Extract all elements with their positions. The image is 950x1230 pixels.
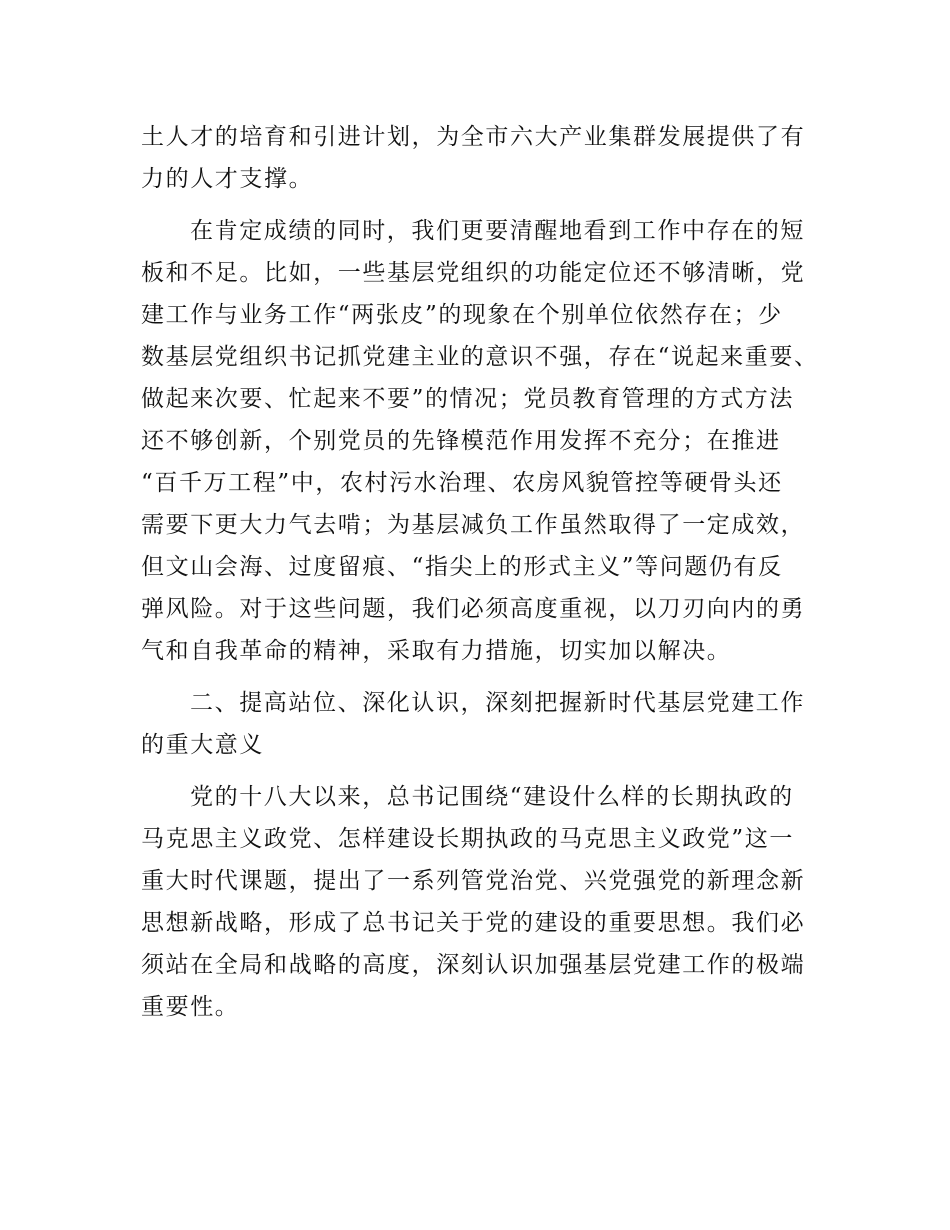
paragraph-party-building-significance bbox=[141, 776, 813, 1028]
text-line: 土人才的培育和引进计划，为全市六大产业集群发展提供了有 bbox=[141, 124, 806, 150]
text-line: 板和不足。比如，一些基层党组织的功能定位还不够清晰，党 bbox=[141, 260, 806, 286]
text-line: 需要下更大力气去啃；为基层减负工作虽然取得了一定成效， bbox=[141, 512, 806, 538]
paragraph-talent-support bbox=[141, 116, 813, 200]
text-line: 力的人才支撑。 bbox=[141, 166, 314, 192]
text-line: 思想新战略，形成了总书记关于党的建设的重要思想。我们必 bbox=[141, 910, 806, 936]
text-line: 重要性。 bbox=[141, 994, 240, 1020]
text-line: 还不够创新，个别党员的先锋模范作用发挥不充分；在推进 bbox=[141, 428, 781, 454]
text-line: 但文山会海、过度留痕、“指尖上的形式主义”等问题仍有反 bbox=[141, 554, 783, 580]
text-line: 马克思主义政党、怎样建设长期执政的马克思主义政党”这一 bbox=[141, 826, 794, 852]
text-line: 在肯定成绩的同时，我们更要清醒地看到工作中存在的短 bbox=[190, 218, 805, 244]
text-line: 党的十八大以来，总书记围绕“建设什么样的长期执政的 bbox=[190, 784, 794, 810]
section-heading-2 bbox=[141, 682, 813, 766]
text-line: 建工作与业务工作“两张皮”的现象在个别单位依然存在；少 bbox=[141, 302, 783, 328]
text-line: 数基层党组织书记抓党建主业的意识不强，存在“说起来重要、 bbox=[141, 344, 819, 370]
text-line: 重大时代课题，提出了一系列管党治党、兴党强党的新理念新 bbox=[141, 868, 806, 894]
paragraph-shortcomings bbox=[141, 210, 819, 672]
heading-line: 二、提高站位、深化认识，深刻把握新时代基层党建工作 bbox=[190, 690, 805, 716]
text-line: 气和自我革命的精神，采取有力措施，切实加以解决。 bbox=[141, 638, 732, 664]
text-line: “百千万工程”中，农村污水治理、农房风貌管控等硬骨头还 bbox=[141, 470, 783, 496]
text-line: 做起来次要、忙起来不要”的情况；党员教育管理的方式方法 bbox=[141, 386, 794, 412]
heading-line: 的重大意义 bbox=[141, 732, 264, 758]
text-line: 弹风险。对于这些问题，我们必须高度重视，以刀刃向内的勇 bbox=[141, 596, 806, 622]
document-body bbox=[141, 116, 819, 1028]
text-line: 须站在全局和战略的高度，深刻认识加强基层党建工作的极端 bbox=[141, 952, 806, 978]
